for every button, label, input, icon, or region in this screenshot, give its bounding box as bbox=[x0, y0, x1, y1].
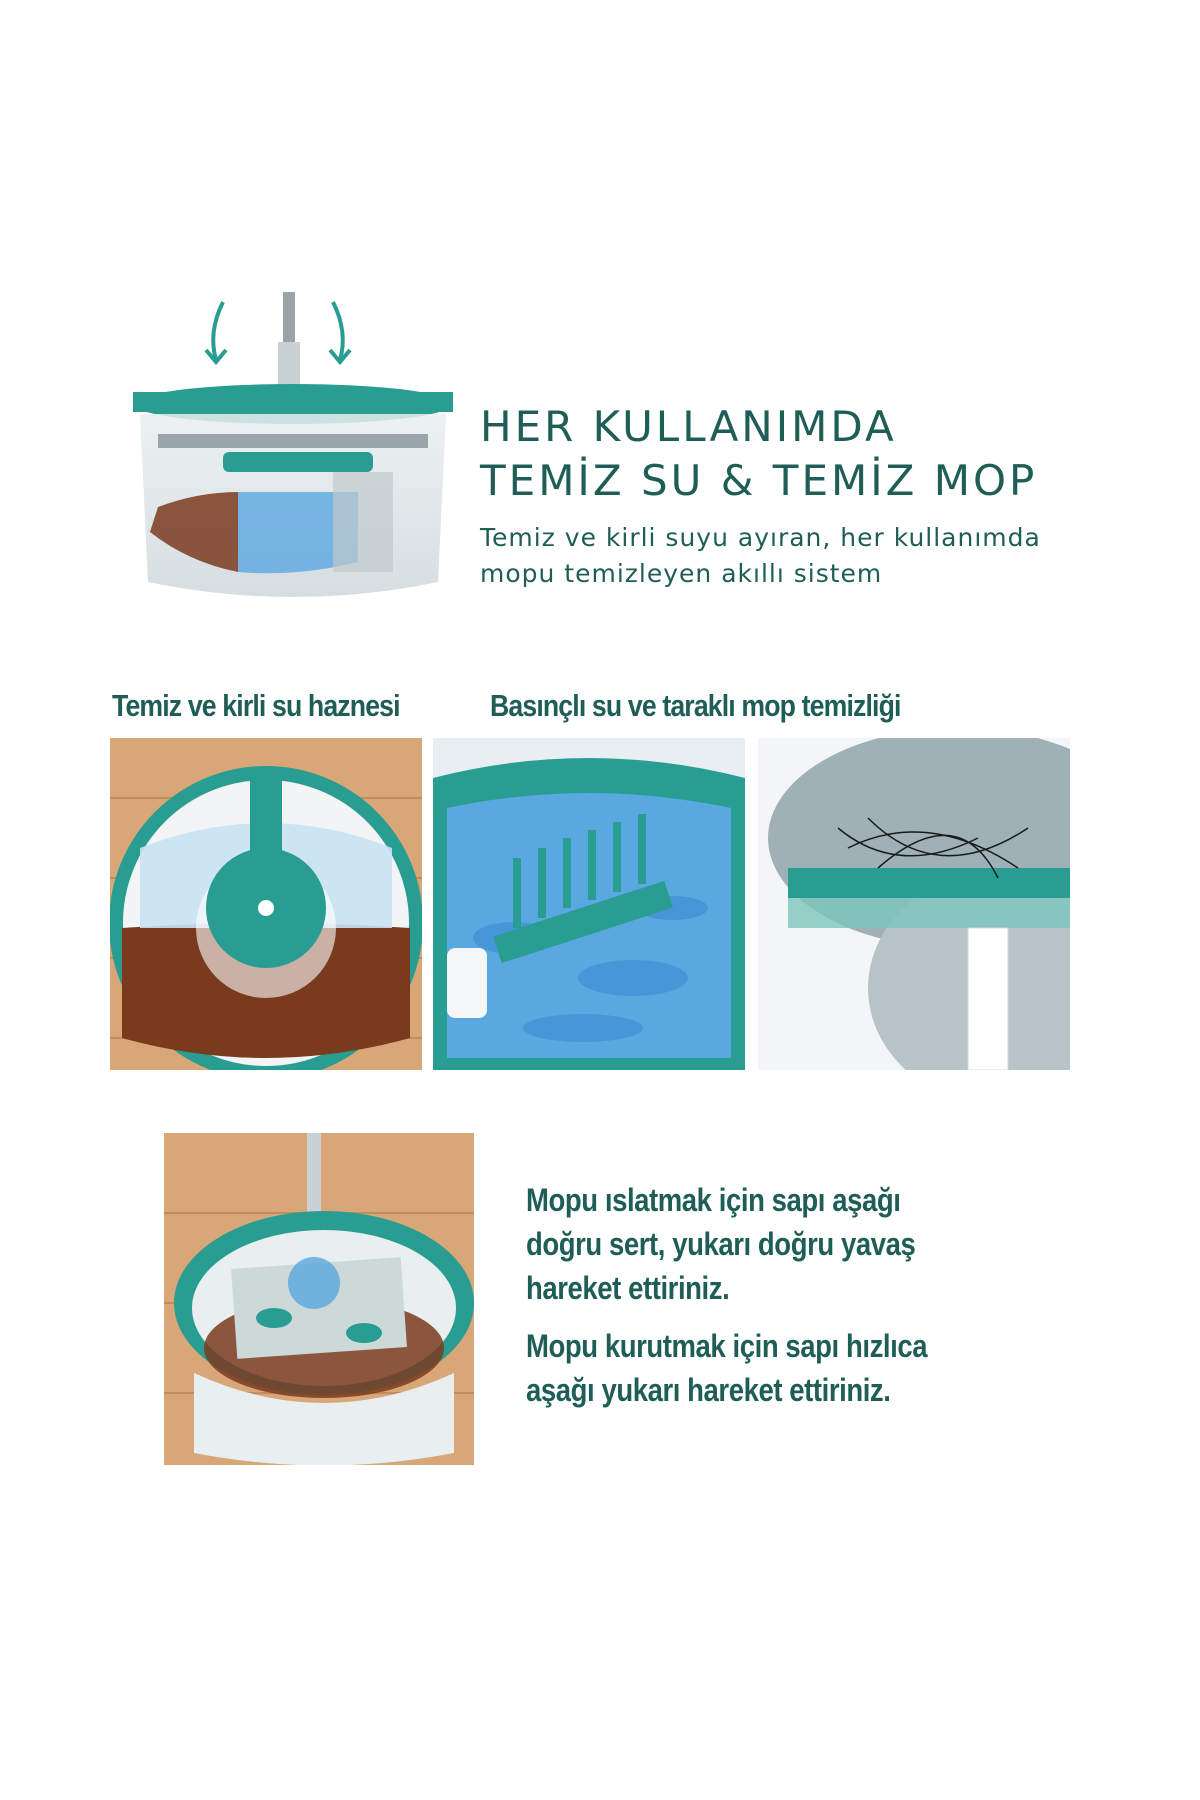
pressure-caption: Basınçlı su ve taraklı mop temizliği bbox=[490, 688, 901, 723]
hero-bucket-image bbox=[128, 292, 458, 622]
tank-photo bbox=[110, 738, 422, 1070]
comb-photo bbox=[433, 738, 745, 1070]
down-arrow-icon bbox=[206, 302, 226, 362]
hero-heading-line-2: TEMİZ SU & TEMİZ MOP bbox=[480, 456, 1038, 505]
hair-photo bbox=[758, 738, 1070, 1070]
hero-heading bbox=[480, 400, 1120, 508]
tank-caption: Temiz ve kirli su haznesi bbox=[112, 688, 400, 723]
wet-instruction: Mopu ıslatmak için sapı aşağı doğru sert, yukarı doğru yavaş hareket ettiriniz. bbox=[526, 1182, 916, 1306]
hero-heading-line-1: HER KULLANIMDA bbox=[480, 402, 897, 451]
hero-subtitle: Temiz ve kirli suyu ayıran, her kullanımda mopu temizleyen akıllı sistem bbox=[480, 523, 1041, 588]
dry-instruction: Mopu kurutmak için sapı hızlıca aşağı yukarı hareket ettiriniz. bbox=[526, 1328, 928, 1408]
mop-bucket-photo bbox=[164, 1133, 474, 1465]
down-arrow-icon bbox=[330, 302, 350, 362]
